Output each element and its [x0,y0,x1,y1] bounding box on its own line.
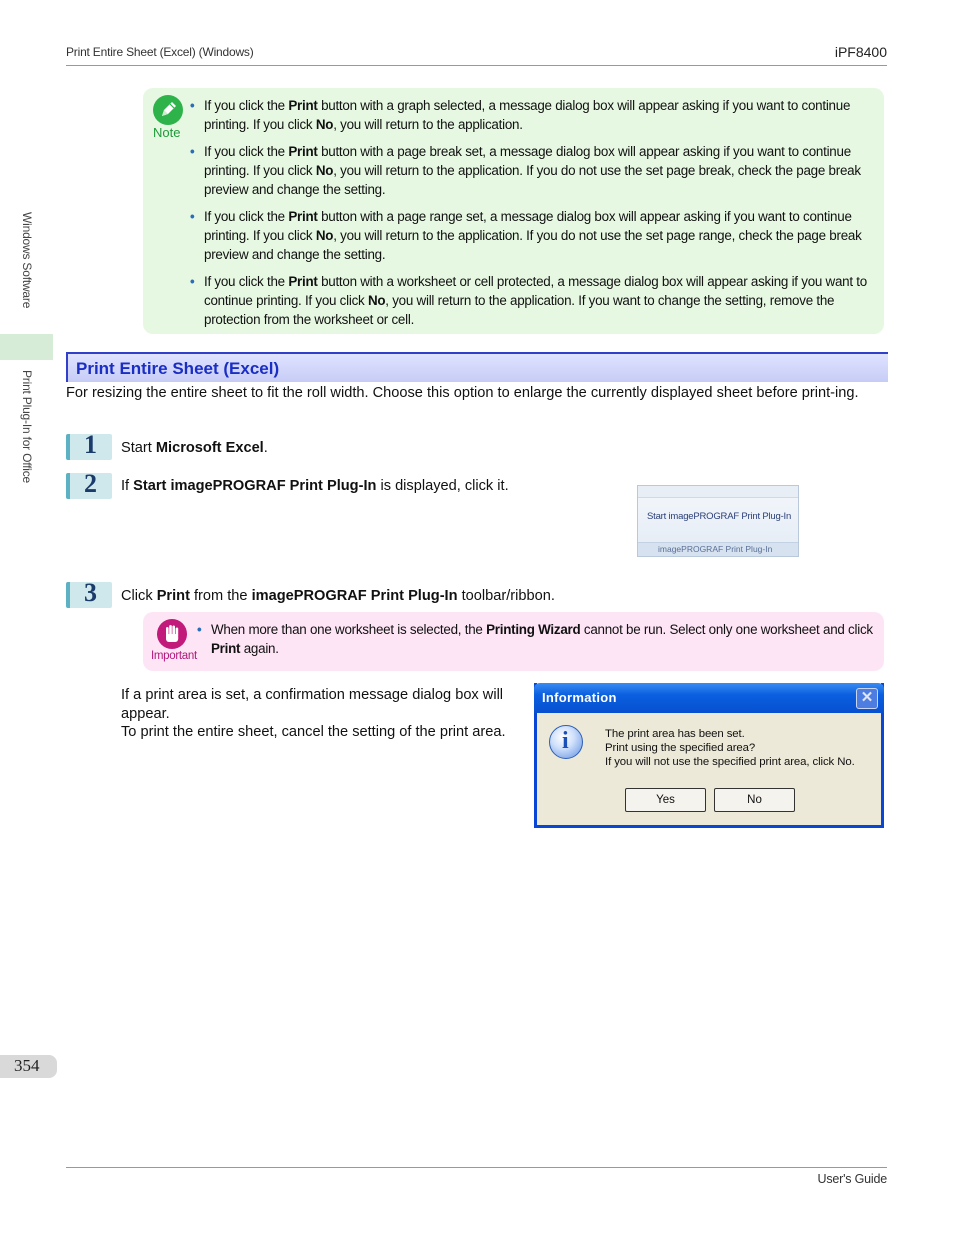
bullet-icon: • [190,274,195,289]
important-item: • When more than one worksheet is selected, the Printing Wizard cannot be run. Select only one worksheet and click Print again. [197,622,873,656]
footer-guide-title: User's Guide [817,1172,887,1186]
ribbon-group-label: imagePROGRAF Print Plug-In [658,544,773,554]
pencil-icon [153,95,183,125]
bullet-icon: • [190,209,195,224]
footer-rule [66,1167,887,1168]
dialog-message: The print area has been set. Print using the specified area? If you will not use the specified print area, click No. [605,728,855,768]
note-item: • If you click the Print button with a graph selected, a message dialog box will appear asking if you want to continue printing. If you click No, you will return to the application. [190,98,851,132]
step-text-2: If Start imagePROGRAF Print Plug-In is displayed, click it. [121,478,509,494]
step-text-3: Click Print from the imagePROGRAF Print Plug-In toolbar/ribbon. [121,588,555,604]
note-list [190,96,878,337]
section-intro: For resizing the entire sheet to fit the roll width. Choose this option to enlarge the currently displayed sheet before print-ing. [66,385,859,401]
note-label: Note [153,125,181,140]
sidebar-active-band [0,334,53,360]
paragraph-confirmation: If a print area is set, a confirmation message dialog box will appear. [121,687,504,722]
header-model: iPF8400 [834,44,887,60]
sidebar-section-print-plugin: Print Plug-In for Office [20,370,34,484]
note-item: • If you click the Print button with a page break set, a message dialog box will appear asking if you want to continue printing. If you click No, you will return to the application. If you do not use the set page break, check the page break preview and change the setting. [190,144,861,197]
dialog-title-bar [534,683,884,713]
important-label: Important [151,650,197,662]
step-badge-1: 1 [66,434,112,460]
note-item: • If you click the Print button with a page range set, a message dialog box will appear asking if you want to continue printing. If you click No, you will return to the application. If you do not use the set page range, check the page break preview and change the setting. [190,209,862,262]
page-number-tab [0,1055,57,1078]
information-dialog [534,683,884,828]
section-title: Print Entire Sheet (Excel) [76,359,280,378]
page-number: 354 [14,1056,40,1075]
ribbon-tab-strip [638,486,798,498]
header-title: Print Entire Sheet (Excel) (Windows) [66,45,254,59]
step-text-1: Start Microsoft Excel. [121,440,268,456]
dialog-title: Information [542,690,617,705]
note-item: • If you click the Print button with a worksheet or cell protected, a message dialog box will appear asking if you want to continue printing. If you click No, you will return to the application. If you want to change the setting, remove the protection from the worksheet or cell. [190,274,867,327]
bullet-icon: • [190,144,195,159]
bullet-icon: • [190,98,195,113]
step-badge-3: 3 [66,582,112,608]
hand-stop-icon [157,619,187,649]
close-icon[interactable]: ✕ [856,688,878,709]
yes-button[interactable]: Yes [625,788,706,812]
paragraph-cancel-print-area: To print the entire sheet, cancel the setting of the print area. [121,724,506,740]
ribbon-group-footer [638,542,798,556]
bullet-icon: • [197,622,202,637]
no-button[interactable]: No [714,788,795,812]
header-rule [66,65,887,66]
ribbon-screenshot [637,485,799,557]
info-icon: i [549,725,583,759]
sidebar-section-windows-software: Windows Software [20,212,34,309]
step-badge-2: 2 [66,473,112,499]
start-plugin-button[interactable]: Start imagePROGRAF Print Plug-In [647,511,792,522]
